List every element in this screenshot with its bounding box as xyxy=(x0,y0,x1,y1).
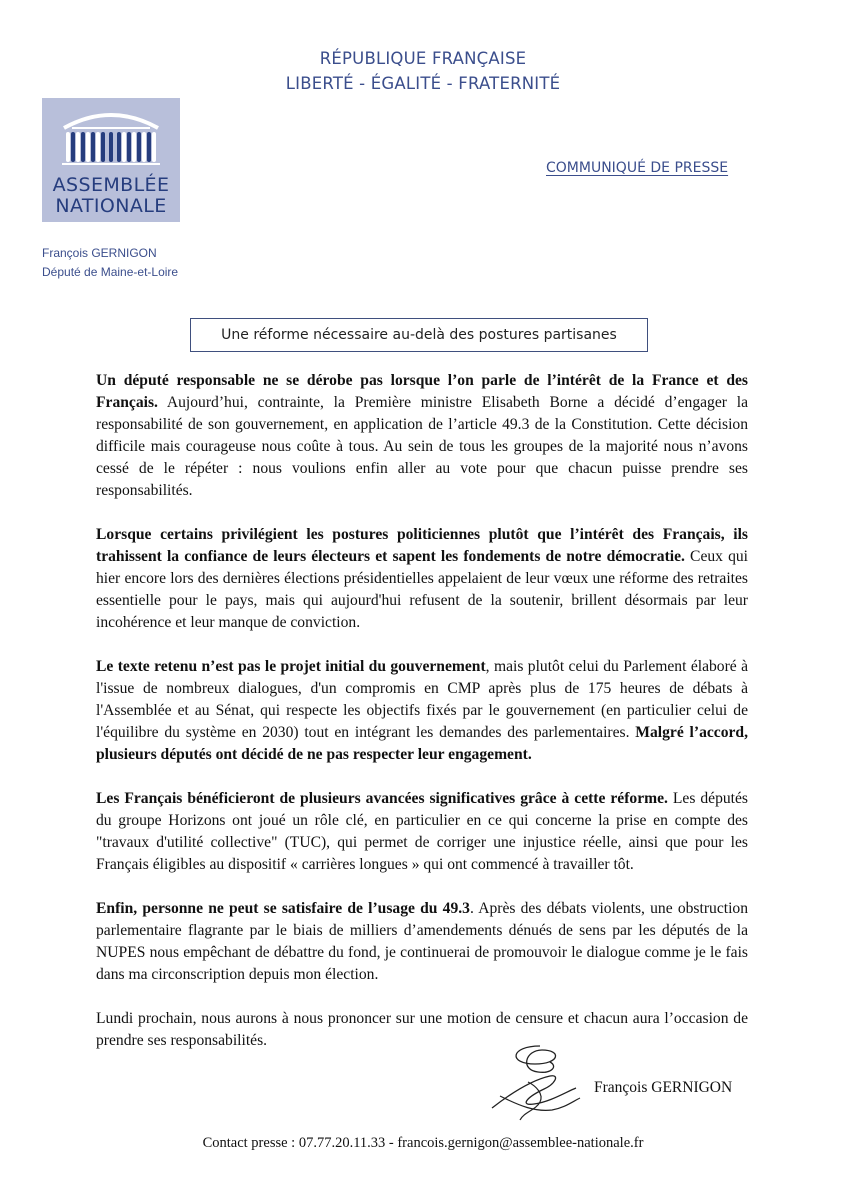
paragraph-4-lead: Les Français bénéficieront de plusieurs avancées significatives grâce à cette réforme. xyxy=(96,790,668,807)
contact-press: Contact presse : 07.77.20.11.33 - francois.gernigon@assemblee-nationale.fr xyxy=(202,1135,644,1151)
header-republique xyxy=(0,46,846,96)
handwritten-signature xyxy=(480,1036,590,1126)
paragraph-2 xyxy=(96,524,748,634)
paragraph-6-text: Lundi prochain, nous aurons à nous prononcer sur une motion de censure et chacun aura l’occasion de prendre ses responsabilités. xyxy=(96,1010,748,1049)
document-title: Une réforme nécessaire au-delà des postures partisanes xyxy=(221,327,617,343)
assemblee-nationale-logo xyxy=(42,98,180,222)
paragraph-5-lead: Enfin, personne ne peut se satisfaire de l’usage du 49.3 xyxy=(96,900,470,917)
body-text xyxy=(96,370,748,1074)
paragraph-5 xyxy=(96,898,748,986)
communique-de-presse-label: COMMUNIQUÉ DE PRESSE xyxy=(546,160,729,176)
author-role: Député de Maine-et-Loire xyxy=(42,265,179,279)
paragraph-1-text: Aujourd’hui, contrainte, la Première ministre Elisabeth Borne a décidé d’engager la responsabilité de son gouvernement, en application de l’article 49.3 de la Constitution. Cette décision difficile mais courageuse nous coûte à tous. Au sein de tous les groupes de la majorité nous n’avons cessé de le répéter : nous voulions enfin aller au vote pour que chacun puisse prendre ses responsabilités. xyxy=(96,394,748,499)
paragraph-6 xyxy=(96,1008,748,1052)
paragraph-3 xyxy=(96,656,748,766)
paragraph-3-text: , mais plutôt celui du Parlement élaboré à l'issue de nombreux dialogues, d'un compromis en CMP après plus de 175 heures de débats à l'Assemblée et au Sénat, qui respecte les objectifs fixés par le gouvernement (en particulier celui de l'équilibre du système en 2030) tout en intégrant les demandes des parlementaires. xyxy=(96,658,748,741)
paragraph-4-text: Les députés du groupe Horizons ont joué un rôle clé, en particulier en ce qui concerne la prise en compte des "travaux d'utilité collective" (TUC), qui permet de corriger une injustice réelle, ainsi que pour les Français éligibles au dispositif « carrières longues » qui ont commencé à travailler tôt. xyxy=(96,790,748,873)
logo-line-2: NATIONALE xyxy=(55,195,167,217)
paragraph-4 xyxy=(96,788,748,876)
title-box xyxy=(190,318,648,352)
paragraph-5-text: . Après des débats violents, une obstruction parlementaire flagrante par le biais de milliers d’amendements dénués de sens par les députés de la NUPES nous empêchant de débattre du fond, je continuerai de promouvoir le dialogue comme je le fais dans ma circonscription depuis mon élection. xyxy=(96,900,748,983)
author-name: François GERNIGON xyxy=(42,246,157,260)
paragraph-1-lead: Un député responsable ne se dérobe pas lorsque l’on parle de l’intérêt de la France et des Français. xyxy=(96,372,748,411)
signature-name: François GERNIGON xyxy=(594,1079,733,1096)
paragraph-1 xyxy=(96,370,748,502)
author-block xyxy=(42,244,178,282)
logo-line-1: ASSEMBLÉE xyxy=(52,174,170,196)
paragraph-3-conclusion: Malgré l’accord, plusieurs députés ont décidé de ne pas respecter leur engagement. xyxy=(96,724,748,763)
paragraph-2-lead: Lorsque certains privilégient les postures politiciennes plutôt que l’intérêt des Français, ils trahissent la confiance de leurs électeurs et sapent les fondements de notre démocratie. xyxy=(96,526,748,565)
header-line-2: LIBERTÉ - ÉGALITÉ - FRATERNITÉ xyxy=(285,74,561,93)
paragraph-3-lead: Le texte retenu n’est pas le projet initial du gouvernement xyxy=(96,658,486,675)
header-line-1: RÉPUBLIQUE FRANÇAISE xyxy=(319,49,527,68)
paragraph-2-text: Ceux qui hier encore lors des dernières élections présidentielles appelaient de leur vœux une réforme des retraites essentielle pour le pays, mais qui aujourd'hui refusent de la soutenir, brillent désormais par leur incohérence et leur manque de conviction. xyxy=(96,548,748,631)
